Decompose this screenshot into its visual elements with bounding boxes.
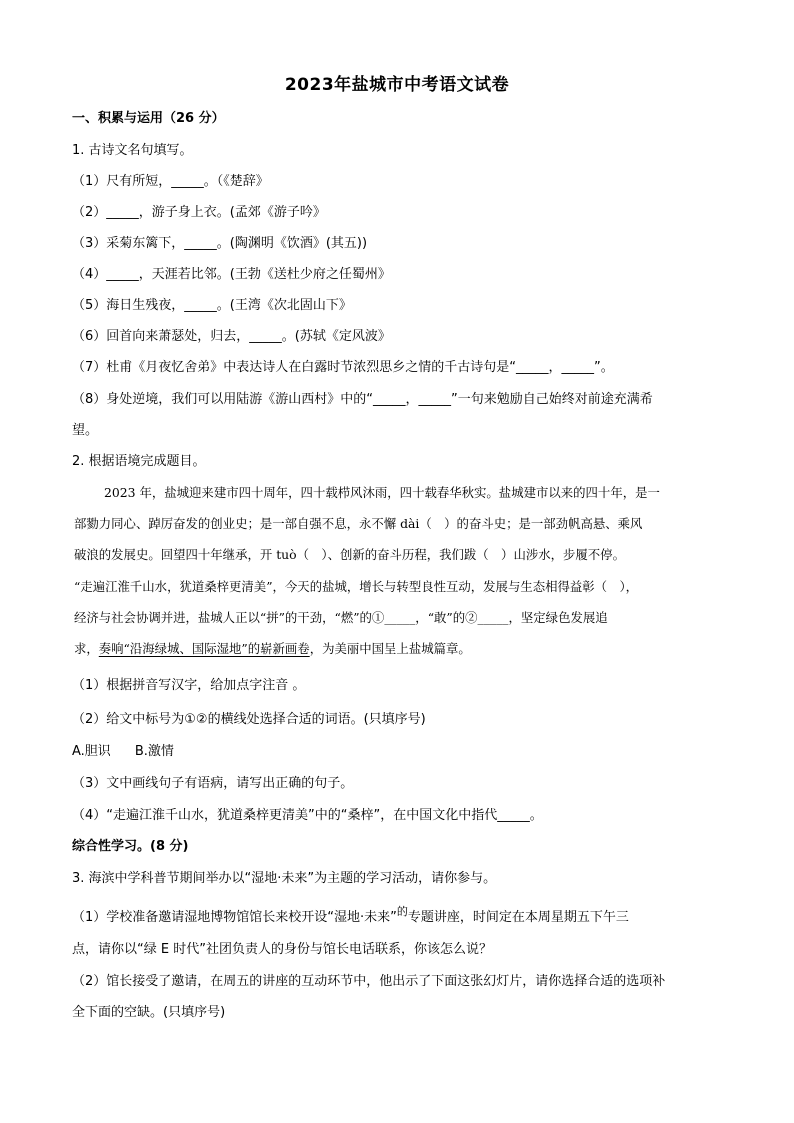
passage-last-suffix: ，为美丽中国呈上盐城篇章。 bbox=[309, 641, 471, 656]
section-heading-accumulation: 一、积累与运用（26 分） bbox=[72, 111, 225, 126]
question-3-stem: 3. 海滨中学科普节期间举办以“湿地·未来”为主题的学习活动，请你参与。 bbox=[72, 871, 497, 886]
question-2-sub: （2）给文中标号为①②的横线处选择合适的词语。(只填序号) bbox=[72, 712, 426, 727]
question-2-sub: （4）“走遍江淮千山水，犹道桑梓更清美”中的“桑梓”，在中国文化中指代_____。 bbox=[72, 808, 543, 823]
underlined-sentence: 奏响“沿海绿城、国际湿地”的崭新画卷 bbox=[98, 641, 310, 656]
passage-line: “走遍江淮千山水，犹道桑梓更清美”，今天的盐城，增长与转型良性互动，发展与生态相得益彰（ ）， bbox=[74, 579, 639, 594]
passage-line: 破浪的发展史。回望四十年继承，开 tuò（ ）、创新的奋斗历程，我们跋（ ）山涉水，步履不停。 bbox=[74, 547, 625, 562]
question-1-item: （4）_____，天涯若比邻。(王勃《送杜少府之任蜀州》 bbox=[72, 267, 391, 282]
passage-last-prefix: 求， bbox=[74, 641, 99, 656]
question-1-stem: 1. 古诗文名句填写。 bbox=[72, 143, 193, 158]
passage-last-line bbox=[74, 640, 471, 658]
question-3-sub1-line1 bbox=[72, 905, 629, 927]
question-2-sub: （1）根据拼音写汉字，给加点字注音 。 bbox=[72, 678, 306, 693]
question-3-sub2-line1: （2）馆长接受了邀请，在周五的讲座的互动环节中，他出示了下面这张幻灯片，请你选择合适的选项补 bbox=[72, 974, 666, 989]
section-heading-comprehensive: 综合性学习。(8 分) bbox=[72, 839, 189, 854]
question-1-item: （3）采菊东篱下，_____。(陶渊明《饮酒》(其五)) bbox=[72, 236, 368, 251]
sub1-text-continued: 专题讲座，时间定在本周星期五下午三 bbox=[407, 910, 629, 925]
question-3-sub2-line2: 全下面的空缺。(只填序号) bbox=[72, 1005, 226, 1020]
question-1-item: （8）身处逆境，我们可以用陆游《游山西村》中的“_____，_____”一句来勉励自己始终对前途充满希 bbox=[72, 392, 653, 407]
option-a: A.胆识 bbox=[72, 744, 111, 759]
question-2-sub: （3）文中画线句子有语病，请写出正确的句子。 bbox=[72, 776, 354, 791]
question-1-item: （5）海日生残夜，_____。(王湾《次北固山下》 bbox=[72, 298, 352, 313]
option-b: B.激情 bbox=[134, 744, 174, 759]
passage-line: 经济与社会协调并进，盐城人正以“拼”的干劲，“燃”的①_____，“敢”的②_____，坚定绿色发展追 bbox=[74, 610, 608, 625]
question-1-item: （6）回首向来萧瑟处，归去，_____。(苏轼《定风波》 bbox=[72, 329, 391, 344]
sub1-text: （1）学校准备邀请湿地博物馆馆长来校开设“湿地·未来” bbox=[72, 910, 397, 925]
passage-line: 部勠力同心、踔厉奋发的创业史；是一部自强不息，永不懈 dài（ ）的奋斗史；是一部劲帆高悬、乘风 bbox=[74, 516, 643, 531]
question-1-item: （1）尺有所短，_____。（《楚辞》 bbox=[72, 174, 269, 189]
question-1-item: （2）_____，游子身上衣。(孟郊《游子吟》 bbox=[72, 205, 326, 220]
question-2-stem: 2. 根据语境完成题目。 bbox=[72, 454, 206, 469]
question-3-sub1-line2: 点，请你以“绿 E 时代”社团负责人的身份与馆长电话联系，你该怎么说？ bbox=[72, 942, 492, 957]
question-1-item-continuation: 望。 bbox=[72, 423, 99, 438]
passage-line: 2023 年，盐城迎来建市四十周年，四十载栉风沐雨，四十载春华秋实。盐城建市以来的四十年，是一 bbox=[104, 485, 660, 500]
superscript-char: 的 bbox=[396, 905, 408, 918]
question-2-options bbox=[72, 743, 174, 761]
question-1-item: （7）杜甫《月夜忆舍弟》中表达诗人在白露时节浓烈思乡之情的千古诗句是“_____，_____”。 bbox=[72, 360, 614, 375]
page-title: 2023年盐城市中考语文试卷 bbox=[284, 75, 510, 95]
